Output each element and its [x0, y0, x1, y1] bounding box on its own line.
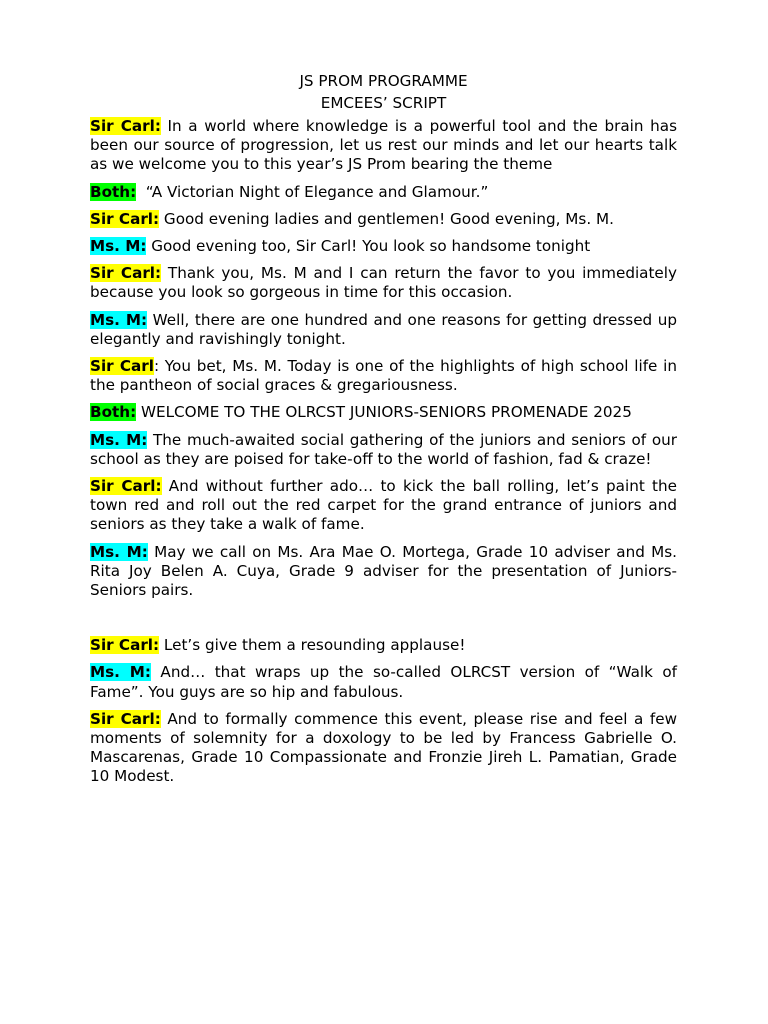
script-paragraph — [90, 311, 677, 349]
blank-line — [90, 608, 677, 636]
paragraph-text: Let’s give them a resounding applause! — [159, 636, 466, 655]
paragraph-text: And without further ado… to kick the ball rolling, let’s paint the town red and roll out the red carpet for the grand entrance of juniors and seniors as they take a walk of fame. — [90, 477, 677, 534]
script-paragraph — [90, 543, 677, 601]
paragraph-text: WELCOME TO THE OLRCST JUNIORS-SENIORS PROMENADE 2025 — [136, 403, 632, 422]
script-paragraph — [90, 710, 677, 787]
speaker-label: Sir Carl: — [90, 636, 160, 655]
speaker-label: Ms. M: — [90, 663, 151, 682]
paragraph-text: Well, there are one hundred and one reasons for getting dressed up elegantly and ravishingly tonight. — [90, 310, 677, 348]
document-title: JS PROM PROGRAMME — [299, 72, 468, 90]
script-paragraph — [90, 636, 677, 655]
script-paragraph — [90, 403, 677, 422]
speaker-label: Both: — [90, 182, 137, 201]
paragraph-text: Good evening too, Sir Carl! You look so handsome tonight — [146, 237, 591, 256]
speaker-label: Sir Carl: — [90, 709, 161, 728]
script-paragraph — [90, 237, 677, 256]
script-paragraph — [90, 210, 677, 229]
speaker-label: Ms. M: — [90, 237, 147, 256]
paragraph-text: In a world where knowledge is a powerful tool and the brain has been our source of progression, let us rest our minds and let our hearts talk as we welcome you to this year’s JS Prom bearing the theme — [90, 117, 677, 174]
script-paragraph — [90, 431, 677, 469]
speaker-label: Both: — [90, 403, 137, 422]
speaker-label: Sir Carl: — [90, 264, 162, 283]
paragraph-text: Good evening ladies and gentlemen! Good evening, Ms. M. — [159, 209, 614, 228]
speaker-label: Ms. M: — [90, 542, 148, 561]
speaker-label: Sir Carl: — [90, 117, 161, 135]
paragraph-text: May we call on Ms. Ara Mae O. Mortega, Grade 10 adviser and Ms. Rita Joy Belen A. Cuya, Grade 9 adviser for the presentation of Juniors-Seniors pairs. — [90, 542, 678, 600]
script-paragraph — [90, 663, 677, 701]
paragraph-text: And to formally commence this event, please rise and feel a few moments of solemnity for a doxology to be led by Francess Gabrielle O. Mascarenas, Grade 10 Compassionate and Fronzie Jireh L. Pamatian, Grade 10 Modest. — [90, 709, 678, 786]
paragraph-text: “A Victorian Night of Elegance and Glamour.” — [136, 182, 489, 201]
script-paragraph — [90, 357, 677, 395]
document-page — [90, 70, 677, 795]
speaker-label: Ms. M: — [90, 430, 148, 449]
document-subtitle: EMCEES’ SCRIPT — [320, 94, 447, 112]
speaker-label: Ms. M: — [90, 310, 148, 329]
paragraph-text: : You bet, Ms. M. Today is one of the highlights of high school life in the pantheon of social graces & gregariousness. — [90, 357, 677, 395]
script-paragraph — [90, 183, 677, 202]
paragraph-text: And… that wraps up the so-called OLRCST version of “Walk of Fame”. You guys are so hip and fabulous. — [90, 663, 677, 701]
script-paragraph — [90, 264, 677, 302]
script-paragraph — [90, 477, 677, 535]
speaker-label: Sir Carl: — [90, 477, 162, 496]
speaker-label: Sir Carl: — [90, 209, 160, 228]
paragraph-text: Thank you, Ms. M and I can return the favor to you immediately because you look so gorgeous in time for this occasion. — [90, 264, 677, 302]
paragraph-text: The much-awaited social gathering of the juniors and seniors of our school as they are poised for take-off to the world of fashion, fad & craze! — [90, 430, 678, 468]
script-paragraph — [90, 117, 677, 175]
speaker-label: Sir Carl — [90, 357, 154, 376]
